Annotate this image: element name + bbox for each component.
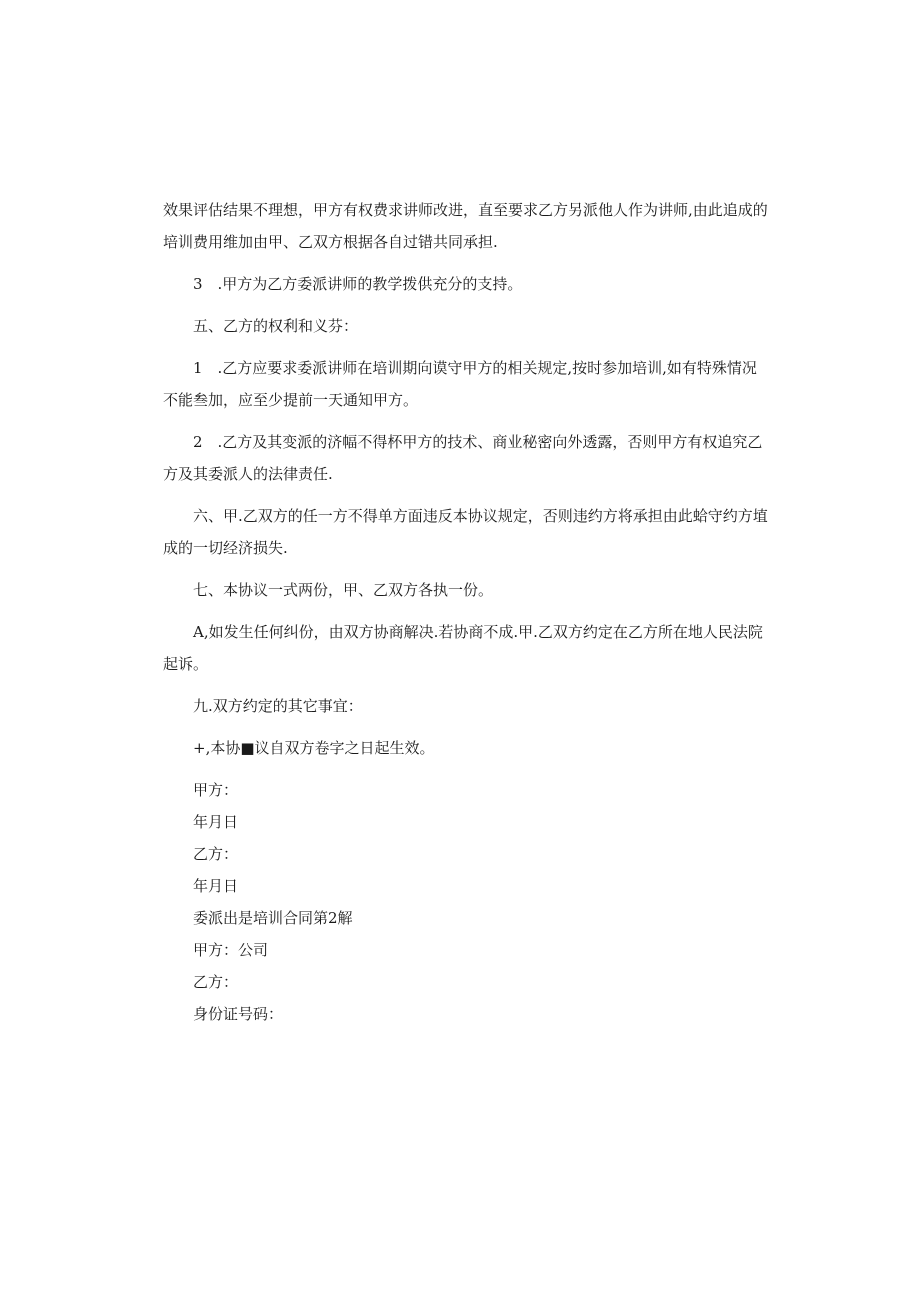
- section-nine: 九.双方约定的其它事宜：: [193, 697, 363, 715]
- section-six: 六、甲.乙双方的任一方不得单方面违反本协议规定，否则违约方将承担由此蛤守约方埴成的一切经济损失.: [163, 507, 768, 557]
- party-a-company: 甲方：公司: [193, 941, 269, 959]
- party-b-date: 年月日: [193, 877, 239, 895]
- contract-part-2-title: 委派出是培训合同第2解: [193, 909, 353, 927]
- party-b-label: 乙方：: [193, 845, 239, 863]
- party-b-label-2: 乙方：: [193, 973, 239, 991]
- document-body: [163, 194, 771, 1030]
- section-seven: 七、本协议一式两份，甲、乙双方各执一份。: [193, 581, 494, 599]
- id-number-label: 身份证号码：: [193, 1005, 284, 1023]
- paragraph-clause-2: 2 .乙方及其变派的济幅不得杯甲方的技术、商业秘密向外透露，否则甲方有权追究乙方及其委派人的法律责任.: [163, 433, 763, 483]
- paragraph-evaluation-clause: 效果评估结果不理想，甲方有权费求讲师改进，直至要求乙方另派他人作为讲师,由此追成的培训费用维加由甲、乙双方根据各自过错共同承担.: [163, 201, 768, 251]
- section-ten: +,本协■议自双方卷字之日起生效。: [193, 739, 435, 757]
- party-a-date: 年月日: [193, 813, 239, 831]
- section-eight: A,如发生任何纠份，由双方协商解决.若协商不成.甲.乙双方约定在乙方所在地人民法院起诉。: [163, 623, 763, 673]
- paragraph-clause-1: 1 .乙方应要求委派讲师在培训期向谟守甲方的相关规定,按时参加培训,如有特殊情况不能叁加，应至少提前一天通知甲方。: [163, 359, 757, 409]
- section-heading-five: 五、乙方的权利和义芬：: [193, 317, 359, 335]
- party-a-label: 甲方：: [193, 781, 239, 799]
- paragraph-clause-3: 3 .甲方为乙方委派讲师的教学拨供充分的支持。: [193, 275, 523, 293]
